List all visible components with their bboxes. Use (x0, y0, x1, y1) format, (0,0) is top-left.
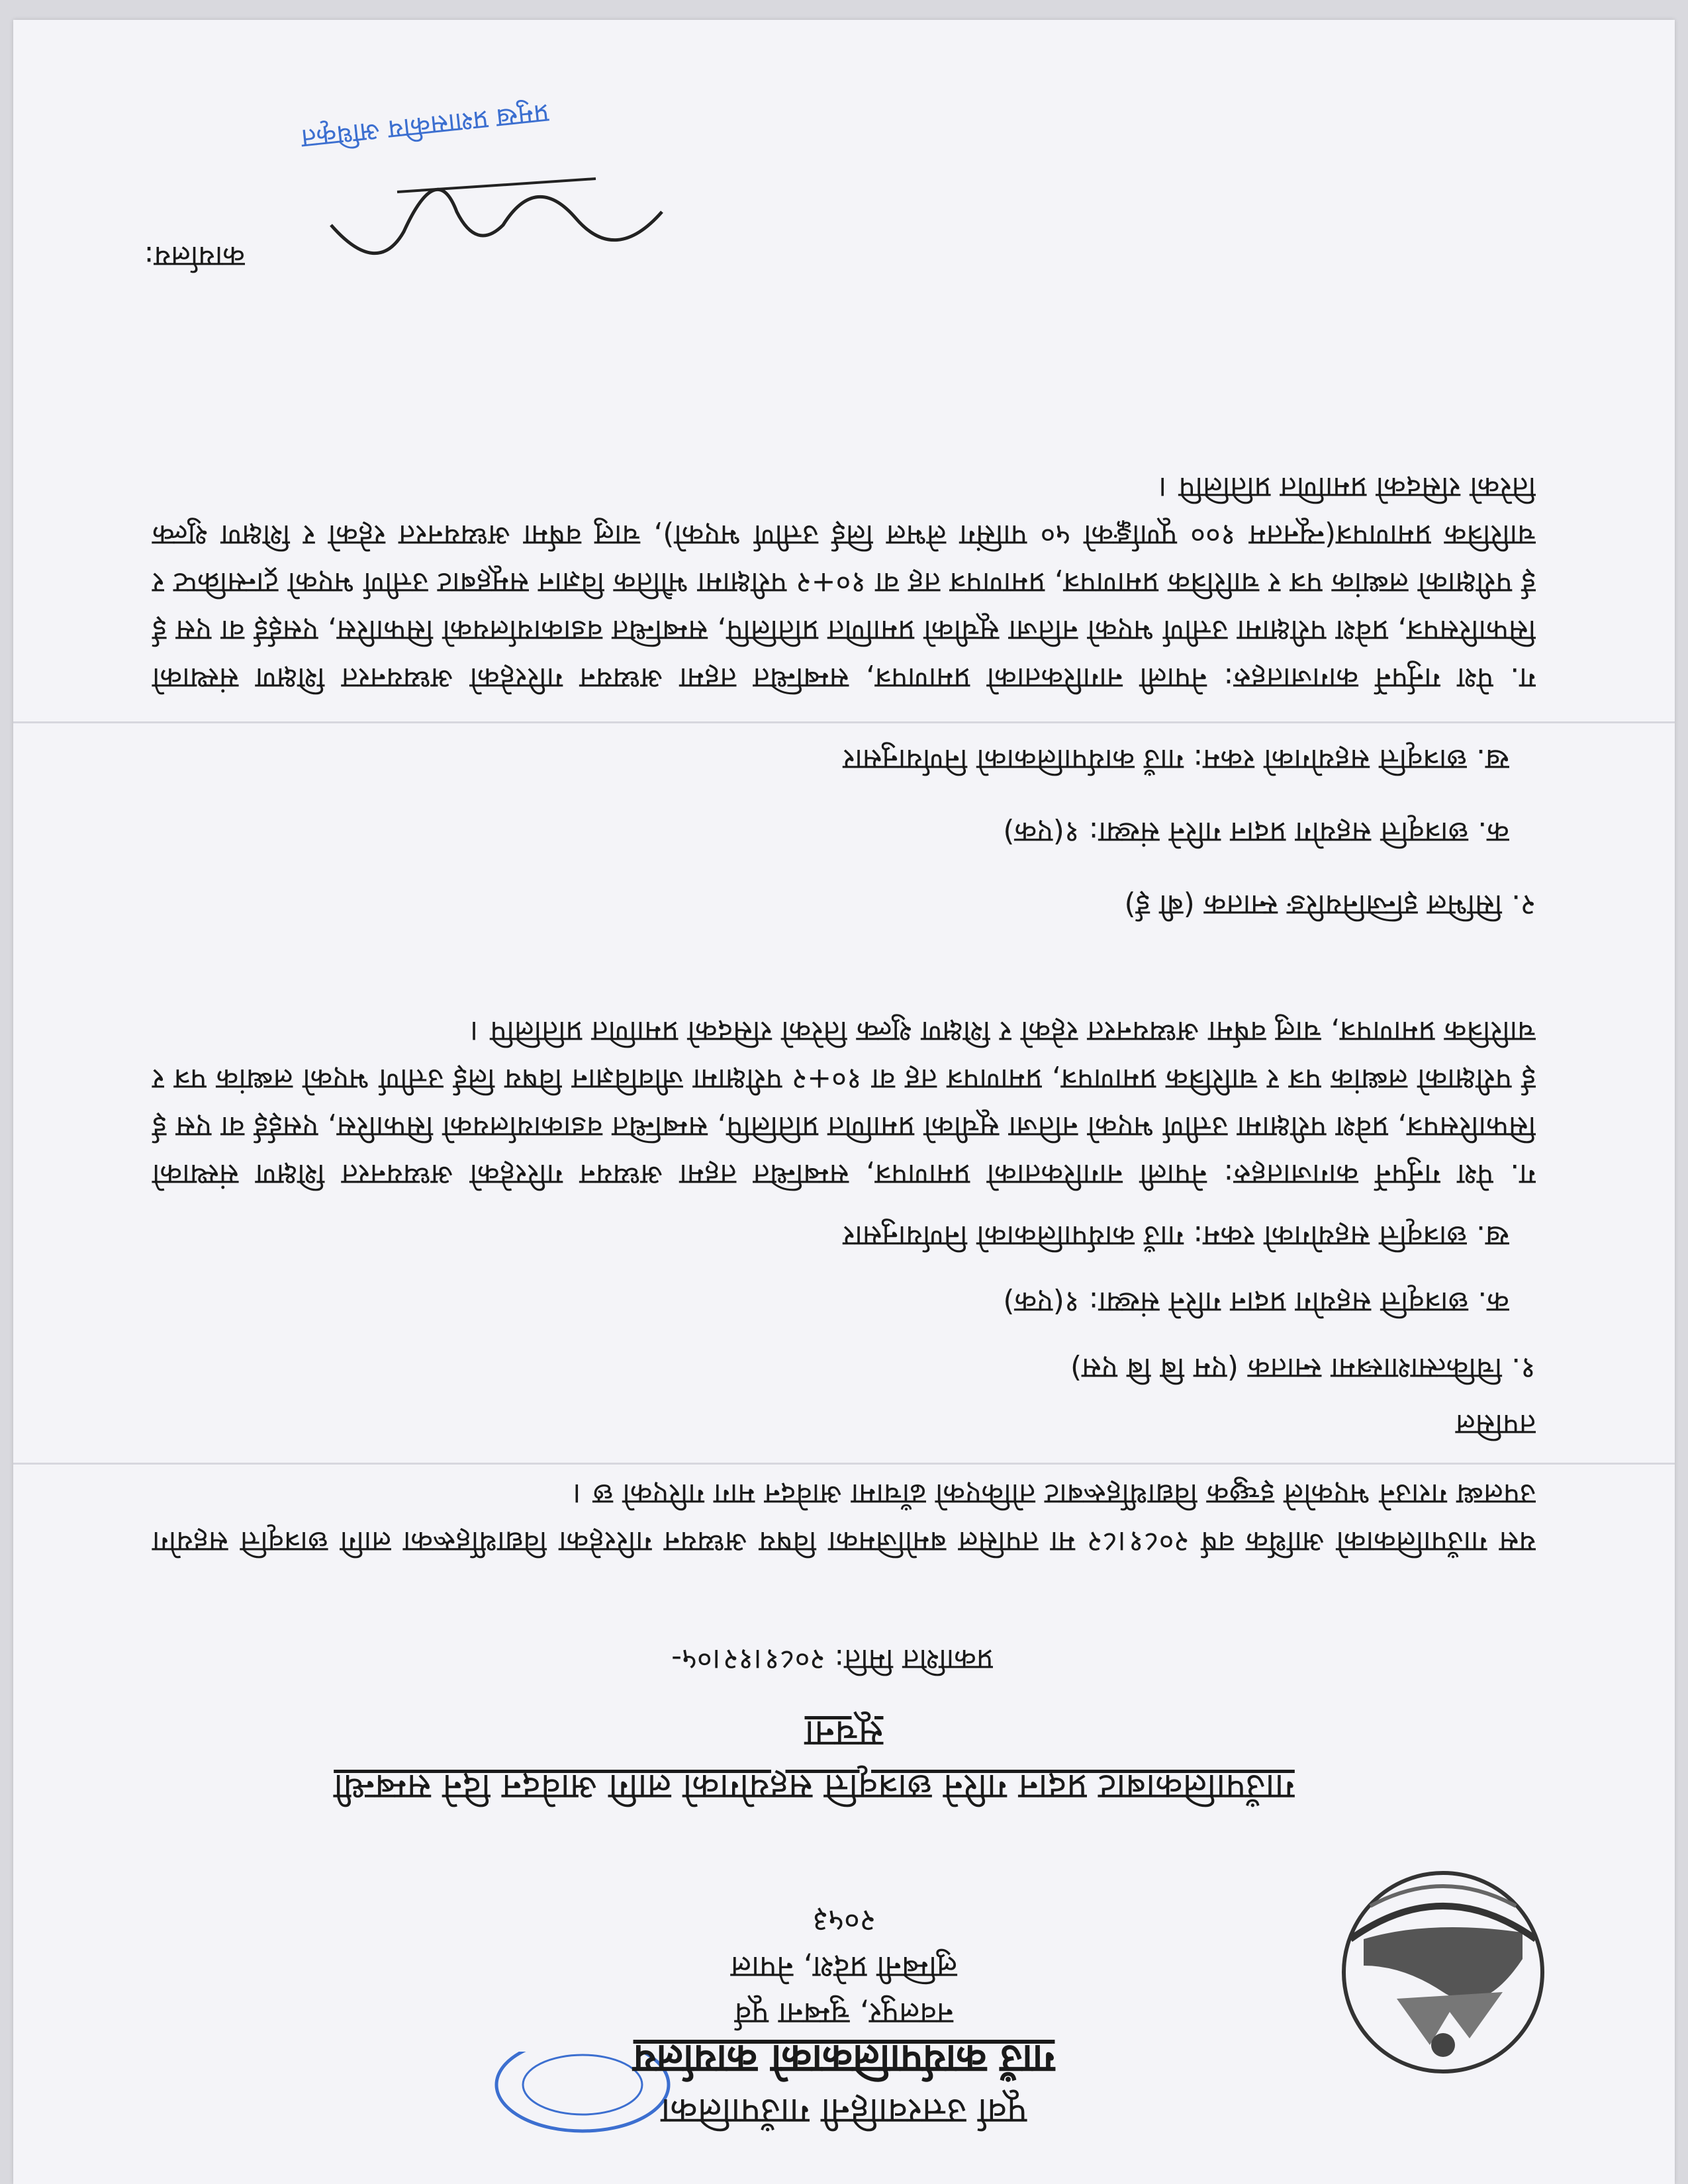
section-count: क. छात्रवृत्ति सहयोग प्रदान गरिने संख्या: १(एक) (1003, 1285, 1509, 1319)
section-documents: ग. पेश गर्नुपर्ने कागजातहरु: नेपाली नागरिकताको प्रमाणपत्र, सम्बन्धित तहमा अध्ययन गरिरहेको अध्ययनरत शिक्षण संस्थाको सिफारिसपत्र, प्रवेश परीक्षामा उत्तीर्ण भएको नतिजा सूचीको प्रमाणित प्रतिलिपि, सम्बन्धित वडाकार्यालयको सिफारिस, एसईई वा एस ई ई परीक्षाको लब्धांक पत्र र चारित्रिक प्रमाणपत्र, प्रमाणपत्र तह वा १०+२ परीक्षामा जीवविज्ञान विषय लिई उत्तीर्ण भएको लब्धांक पत्र र चारित्रिक प्रमाणपत्र, चालु वर्षमा अध्ययनरत रहेको र शिक्षण शुल्क तिरेको रसिदको प्रमाणित प्रतिलिपि । (152, 1015, 1536, 1191)
signatory-title: प्रमुख प्रशासकीय अधिकृत (299, 97, 551, 154)
scanned-page (13, 20, 1675, 2184)
section-amount: ख. छात्रवृत्ति सहयोगको रकम: गाउँ कार्यपालिकाको निर्णयानुसार (843, 743, 1509, 776)
notice-title: गाउँपालिकाबाट प्रदान गरिने छात्रवृत्ति सहयोगको लागि आवेदन दिने सम्बन्धी (334, 1766, 1295, 1808)
publication-date: प्रकाशित मिति: २०८१।१२।०५- (671, 1643, 993, 1676)
address-line: नवलपुर, चुम्बना पूर्व (734, 1996, 954, 2032)
tapasil-heading: तपसिल (1455, 1408, 1536, 1441)
office-name: गाउँ कार्यपालिकाको कार्यालय (633, 2036, 1055, 2082)
municipality-name: पूर्वा उत्तरवाहिनी गाउँपालिका (661, 2091, 1027, 2132)
established-year: २०५३ (812, 1903, 876, 1939)
province-line: लुम्बिनी प्रदेश, नेपाल (730, 1950, 958, 1985)
section-count: क. छात्रवृत्ति सहयोग प्रदान गरिने संख्या: १(एक) (1003, 815, 1509, 849)
section-heading: २. सिभिल इन्जिनियरिङ स्नातक (बी ई) (1124, 888, 1536, 922)
section-heading: १. चिकित्साशास्त्रमा स्नातक (एम बि बि एस) (1070, 1351, 1536, 1385)
section-amount: ख. छात्रवृत्ति सहयोगको रकम: गाउँ कार्यपालिकाको निर्णयानुसार (843, 1219, 1509, 1253)
section-documents: ग. पेश गर्नुपर्ने कागजातहरु: नेपाली नागरिकताको प्रमाणपत्र, सम्बन्धित तहमा अध्ययन गरिरहेको अध्ययनरत शिक्षण संस्थाको सिफारिसपत्र, प्रवेश परीक्षामा उत्तीर्ण भएको नतिजा सूचीको प्रमाणित प्रतिलिपि, सम्बन्धित वडाकार्यालयको सिफारिस, एसईई वा एस ई ई परीक्षाको लब्धांक पत्र र चारित्रिक प्रमाणपत्र, प्रमाणपत्र तह वा १०+२ परीक्षामा भौतिक विज्ञान समूहबाट उत्तीर्ण भएको ट्रान्सक्रिप्ट र चारित्रिक प्रमाणपत्र(न्यूनतम १०० पूर्णाङ्कको ५० पासिंग लेभल लिई उत्तीर्ण भएको), चालु वर्षमा अध्ययनरत रहेको र शिक्षण शुल्क तिरेको रसिदको प्रमाणित प्रतिलिपि । (152, 471, 1536, 695)
intro-paragraph: यस गाउँपालिकाको आर्थिक वर्ष २०८१।८२ मा तपसिल बमोजिमका विषय अध्ययन गरिरहेका विद्यार्थीहरूका लागि छात्रवृत्ति सहयोग उपलब्ध गराउने भएकोले इच्छुक विद्यार्थीहरूबाट तोकिएको ढाँचामा आवेदन माग गरिएको छ । (152, 1477, 1536, 1559)
notice-subtitle: सूचना (804, 1712, 884, 1755)
signature-office-label: कार्यालय: (144, 240, 245, 273)
rotated-notice (13, 20, 1675, 2184)
